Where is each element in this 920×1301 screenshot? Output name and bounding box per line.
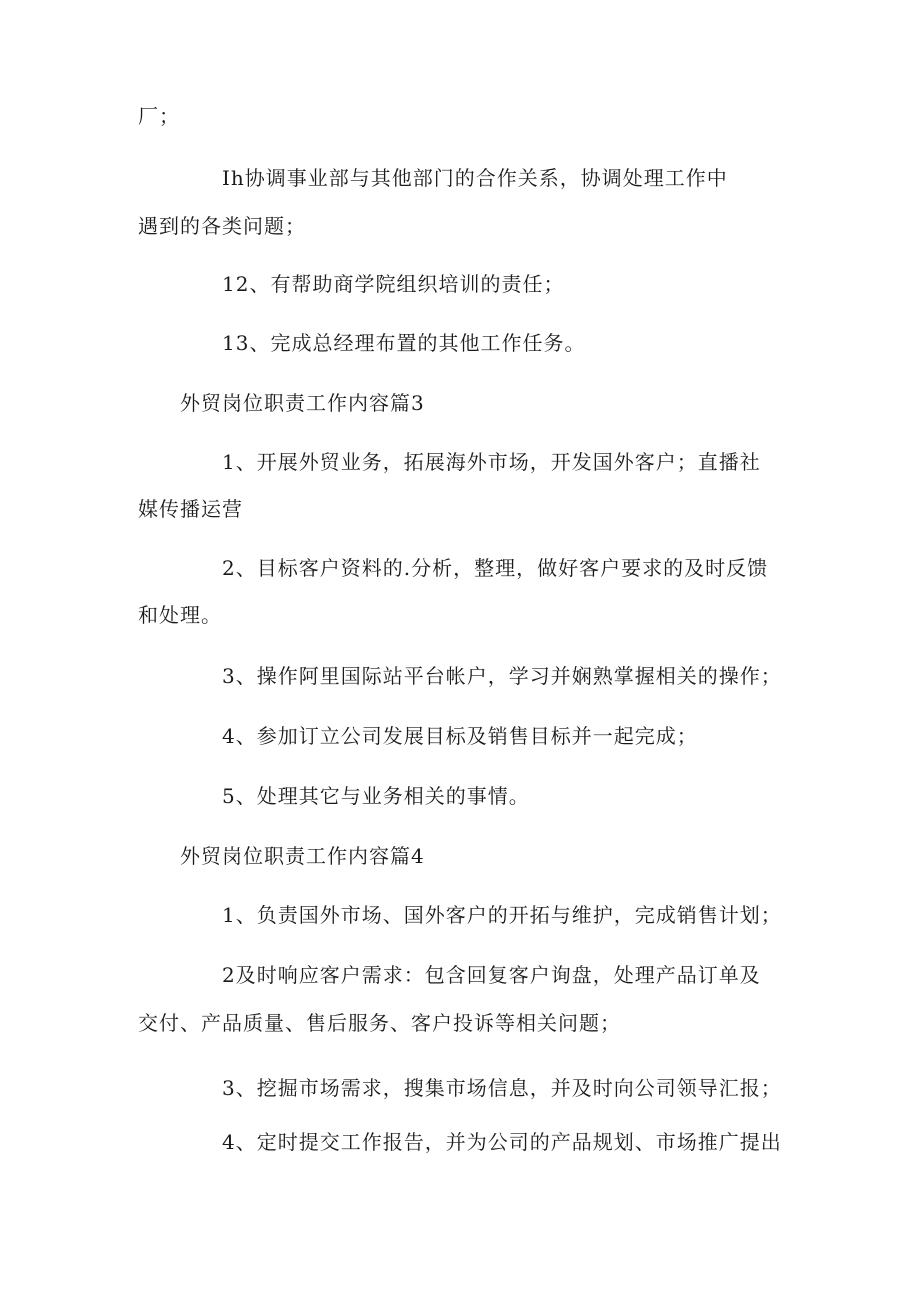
paragraph-line: 2、目标客户资料的.分析，整理，做好客户要求的及时反馈 [222, 556, 769, 580]
paragraph-line: 媒传播运营 [138, 497, 243, 521]
paragraph-line: 4、参加订立公司发展目标及销售目标并一起完成； [222, 724, 698, 748]
paragraph-line: 1、开展外贸业务，拓展海外市场，开发国外客户；直播社 [222, 450, 761, 474]
paragraph-line: 12、有帮助商学院组织培训的责任； [222, 272, 565, 296]
paragraph-line: 3、挖掘市场需求，搜集市场信息，并及时向公司领导汇报； [222, 1076, 782, 1100]
paragraph-line: 遇到的各类问题； [138, 214, 306, 238]
paragraph-line: Ih协调事业部与其他部门的合作关系，协调处理工作中 [222, 166, 728, 190]
paragraph-line: 13、完成总经理布置的其他工作任务。 [222, 331, 586, 355]
paragraph-line: 3、操作阿里国际站平台帐户，学习并娴熟掌握相关的操作； [222, 664, 782, 688]
paragraph-line: 1、负责国外市场、国外客户的开拓与维护，完成销售计划； [222, 903, 782, 927]
paragraph-line: 厂； [138, 104, 180, 128]
paragraph-line: 和处理。 [138, 603, 222, 627]
section-heading: 外贸岗位职责工作内容篇3 [180, 391, 425, 415]
paragraph-line: 4、定时提交工作报告，并为公司的产品规划、市场推广提出 [222, 1130, 782, 1154]
paragraph-line: 交付、产品质量、售后服务、客户投诉等相关问题； [138, 1011, 621, 1035]
section-heading: 外贸岗位职责工作内容篇4 [180, 844, 425, 868]
paragraph-line: 2及时响应客户需求：包含回复客户询盘，处理产品订单及 [222, 963, 761, 987]
paragraph-line: 5、处理其它与业务相关的事情。 [222, 784, 530, 808]
